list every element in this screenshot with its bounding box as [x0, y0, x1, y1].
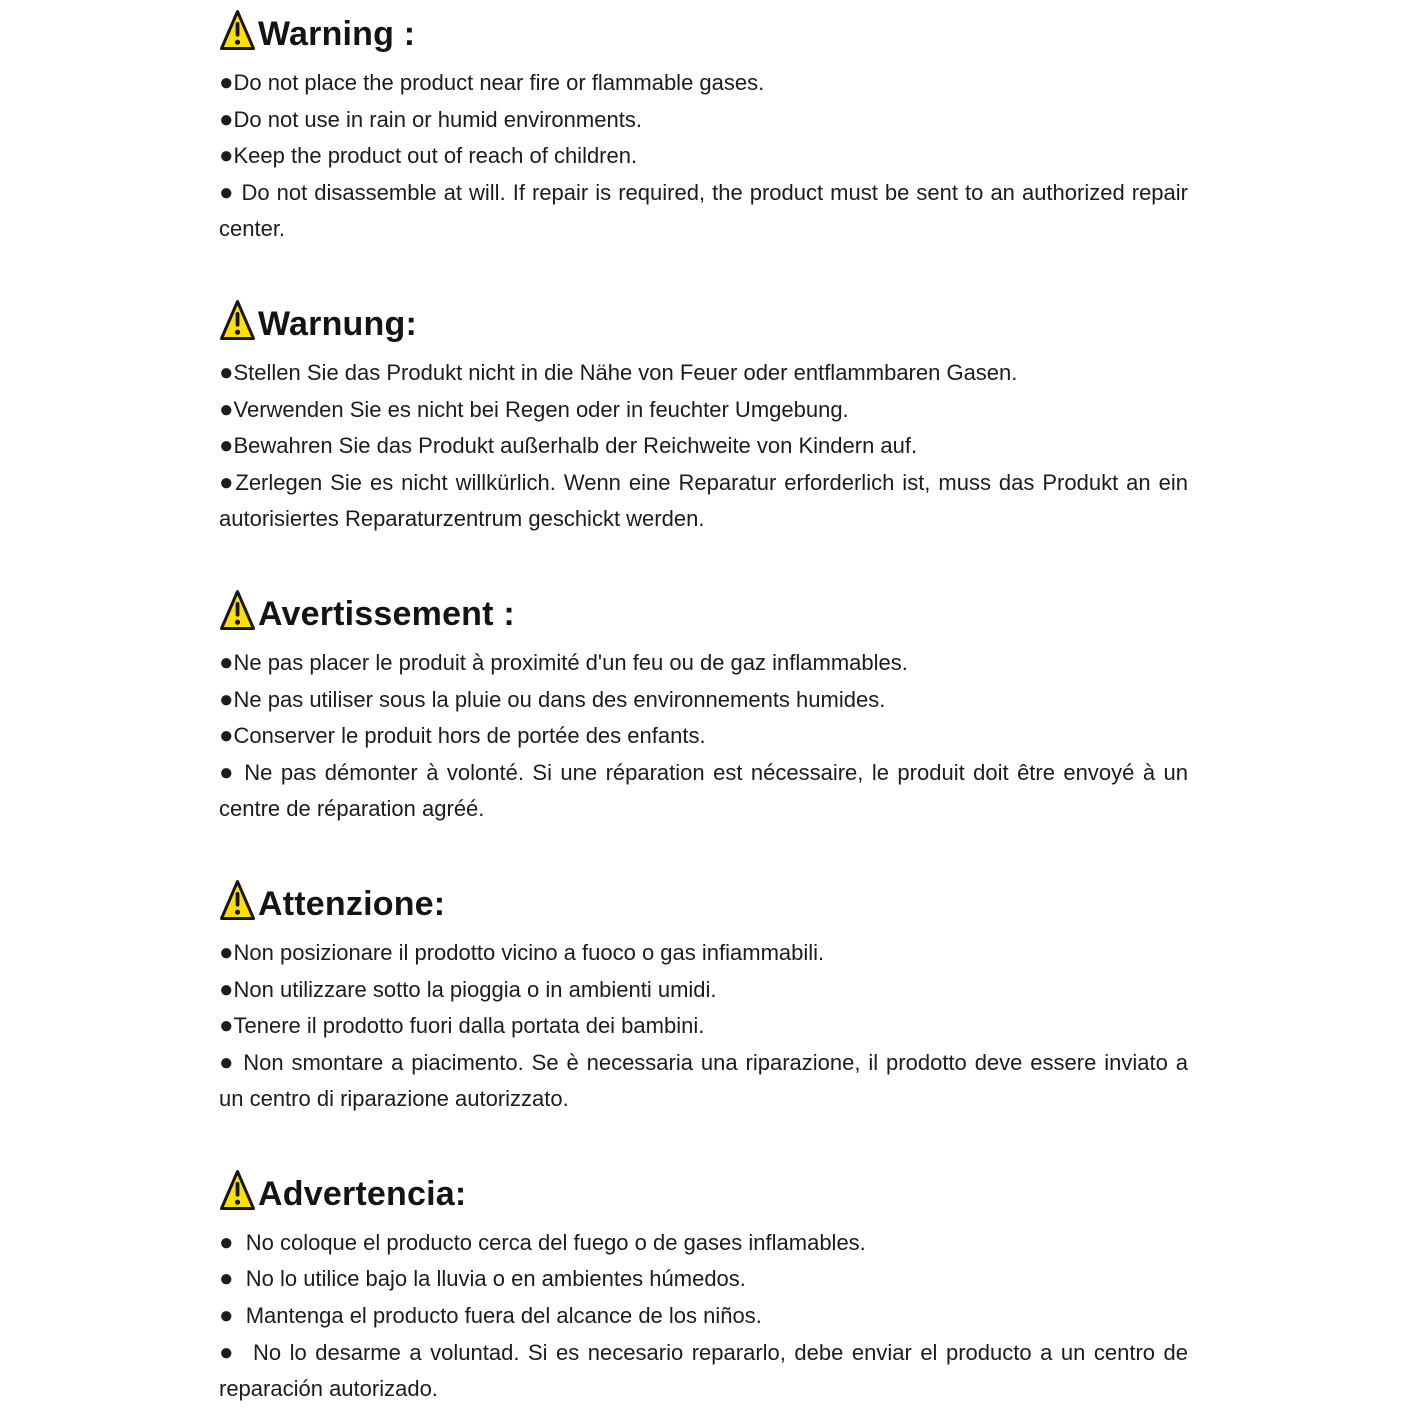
- warning-sections: [219, 2, 1188, 1408]
- bullet-item-spanish-2: ● No lo utilice bajo la lluvia o en ambientes húmedos.: [219, 1265, 746, 1293]
- warning-section-english: [219, 2, 1188, 248]
- section-heading: [219, 1162, 1188, 1212]
- bullet-item-english-2: ●Do not use in rain or humid environments.: [219, 105, 642, 133]
- section-heading: [219, 582, 1188, 632]
- bullet-item-english-4: ● Do not disassemble at will. If repair is required, the product must be sent to an authorized repair center.: [219, 178, 1188, 242]
- bullet-item-french-3: ●Conserver le produit hors de portée des enfants.: [219, 722, 706, 750]
- bullet-item-italian-1: ●Non posizionare il prodotto vicino a fuoco o gas infiammabili.: [219, 938, 825, 966]
- section-heading: [219, 872, 1188, 922]
- section-heading-text: Warning :: [258, 15, 416, 53]
- bullet-item-german-2: ●Verwenden Sie es nicht bei Regen oder in feuchter Umgebung.: [219, 395, 849, 423]
- bullet-item-english-1: ●Do not place the product near fire or flammable gases.: [219, 69, 765, 96]
- warning-triangle-icon: [219, 1168, 256, 1212]
- warning-triangle-icon: [219, 588, 256, 632]
- section-heading-text: Advertencia:: [258, 1174, 467, 1213]
- warning-section-german: [219, 292, 1188, 538]
- bullet-item-italian-2: ●Non utilizzare sotto la pioggia o in ambienti umidi.: [219, 975, 717, 1003]
- section-heading-text: Warnung:: [258, 304, 417, 343]
- bullet-item-italian-3: ●Tenere il prodotto fuori dalla portata dei bambini.: [219, 1012, 705, 1040]
- section-heading-text: Avertissement :: [258, 594, 515, 633]
- warning-section-italian: [219, 872, 1188, 1118]
- bullet-item-french-2: ●Ne pas utiliser sous la pluie ou dans des environnements humides.: [219, 685, 886, 713]
- bullet-item-english-3: ●Keep the product out of reach of children.: [219, 142, 638, 170]
- warning-section-french: [219, 582, 1188, 828]
- bullet-item-spanish-1: ● No coloque el producto cerca del fuego o de gases inflamables.: [219, 1228, 866, 1256]
- warning-triangle-icon: [219, 8, 256, 52]
- section-heading: [219, 2, 1188, 52]
- warning-triangle-icon: [219, 878, 256, 922]
- bullet-item-spanish-4: ● No lo desarme a voluntad. Si es necesario repararlo, debe enviar el producto a un centro de reparación autorizado.: [219, 1338, 1189, 1402]
- bullet-item-french-4: ● Ne pas démonter à volonté. Si une réparation est nécessaire, le produit doit être envoyé à un centre de réparation agréé.: [219, 758, 1188, 822]
- section-heading: [219, 292, 1188, 342]
- warning-triangle-icon: [219, 298, 256, 342]
- section-heading-text: Attenzione:: [258, 884, 446, 923]
- bullet-item-french-1: ●Ne pas placer le produit à proximité d'un feu ou de gaz inflammables.: [219, 648, 908, 676]
- bullet-item-italian-4: ● Non smontare a piacimento. Se è necessaria una riparazione, il prodotto deve essere inviato a un centro di riparazione autorizzato.: [219, 1048, 1188, 1112]
- bullet-item-german-3: ●Bewahren Sie das Produkt außerhalb der Reichweite von Kindern auf.: [219, 432, 918, 460]
- warning-section-spanish: [219, 1162, 1188, 1408]
- bullet-item-german-1: ●Stellen Sie das Produkt nicht in die Nähe von Feuer oder entflammbaren Gasen.: [219, 358, 1018, 386]
- bullet-item-german-4: ●Zerlegen Sie es nicht willkürlich. Wenn eine Reparatur erforderlich ist, muss das Produkt an ein autorisiertes Reparaturzentrum geschickt werden.: [219, 468, 1188, 532]
- bullet-item-spanish-3: ● Mantenga el producto fuera del alcance de los niños.: [219, 1302, 762, 1330]
